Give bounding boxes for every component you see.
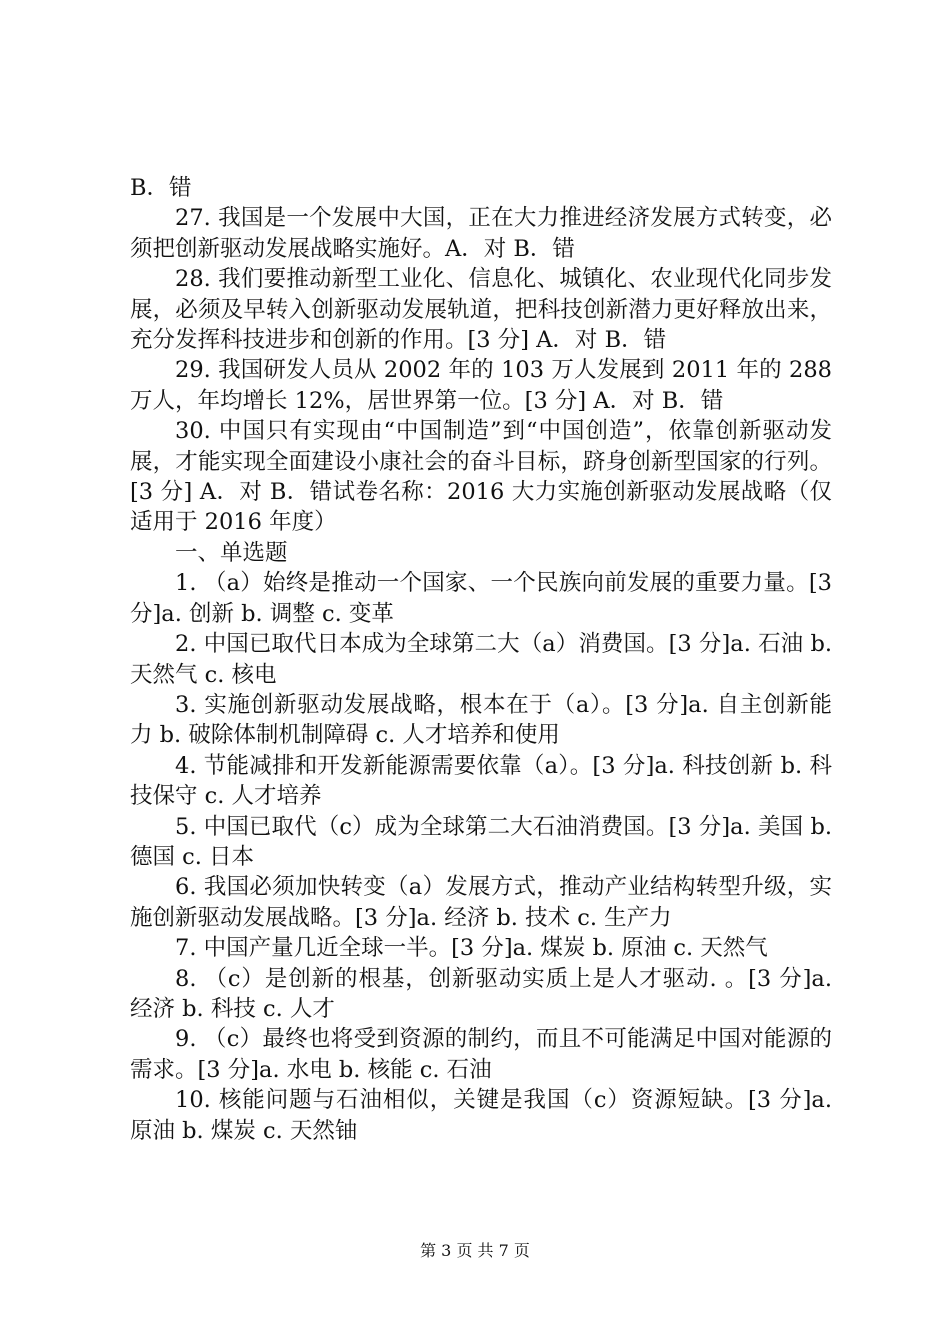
question-30: 30. 中国只有实现由“中国制造”到“中国创造”，依靠创新驱动发展，才能实现全面建设小康社会的奋斗目标，跻身创新型国家的行列。[3 分] A．对 B．错试卷名称：2016 大力实施创新驱动发展战略（仅适用于 2016 年度） xyxy=(130,418,832,536)
question-3: 3. 实施创新驱动发展战略，根本在于（a）。[3 分]a. 自主创新能力 b. 破除体制机制障碍 c. 人才培养和使用 xyxy=(130,691,832,749)
section-heading-single-choice: 一、单选题 xyxy=(175,539,288,566)
question-5: 5. 中国已取代（c）成为全球第二大石油消费国。[3 分]a. 美国 b. 德国 c. 日本 xyxy=(130,813,832,870)
document-body xyxy=(130,173,832,1146)
question-28: 28. 我们要推动新型工业化、信息化、城镇化、农业现代化同步发展，必须及早转入创新驱动发展轨道，把科技创新潜力更好释放出来，充分发挥科技进步和创新的作用。[3 分] A．对 B．错 xyxy=(130,266,832,354)
page-footer: 第 3 页 共 7 页 xyxy=(420,1241,530,1260)
question-8: 8. （c）是创新的根基，创新驱动实质上是人才驱动. 。[3 分]a. 经济 b. 科技 c. 人才 xyxy=(130,965,832,1022)
question-27: 27. 我国是一个发展中大国，正在大力推进经济发展方式转变，必须把创新驱动发展战略实施好。A．对 B．错 xyxy=(130,205,832,262)
question-2: 2. 中国已取代日本成为全球第二大（a）消费国。[3 分]a. 石油 b. 天然气 c. 核电 xyxy=(130,631,832,688)
answer-line-b: B．错 xyxy=(130,175,192,201)
question-4: 4. 节能减排和开发新能源需要依靠（a）。[3 分]a. 科技创新 b. 科技保守 c. 人才培养 xyxy=(130,752,832,810)
question-9: 9. （c）最终也将受到资源的制约，而且不可能满足中国对能源的需求。[3 分]a. 水电 b. 核能 c. 石油 xyxy=(130,1026,832,1083)
question-6: 6. 我国必须加快转变（a）发展方式，推动产业结构转型升级，实施创新驱动发展战略。[3 分]a. 经济 b. 技术 c. 生产力 xyxy=(130,874,832,931)
question-10: 10. 核能问题与石油相似，关键是我国（c）资源短缺。[3 分]a. 原油 b. 煤炭 c. 天然铀 xyxy=(130,1087,832,1144)
question-7: 7. 中国产量几近全球一半。[3 分]a. 煤炭 b. 原油 c. 天然气 xyxy=(175,935,768,962)
question-1: 1. （a）始终是推动一个国家、一个民族向前发展的重要力量。[3 分]a. 创新 b. 调整 c. 变革 xyxy=(130,570,832,627)
question-29: 29. 我国研发人员从 2002 年的 103 万人发展到 2011 年的 288 万人，年均增长 12%，居世界第一位。[3 分] A．对 B．错 xyxy=(130,357,832,414)
